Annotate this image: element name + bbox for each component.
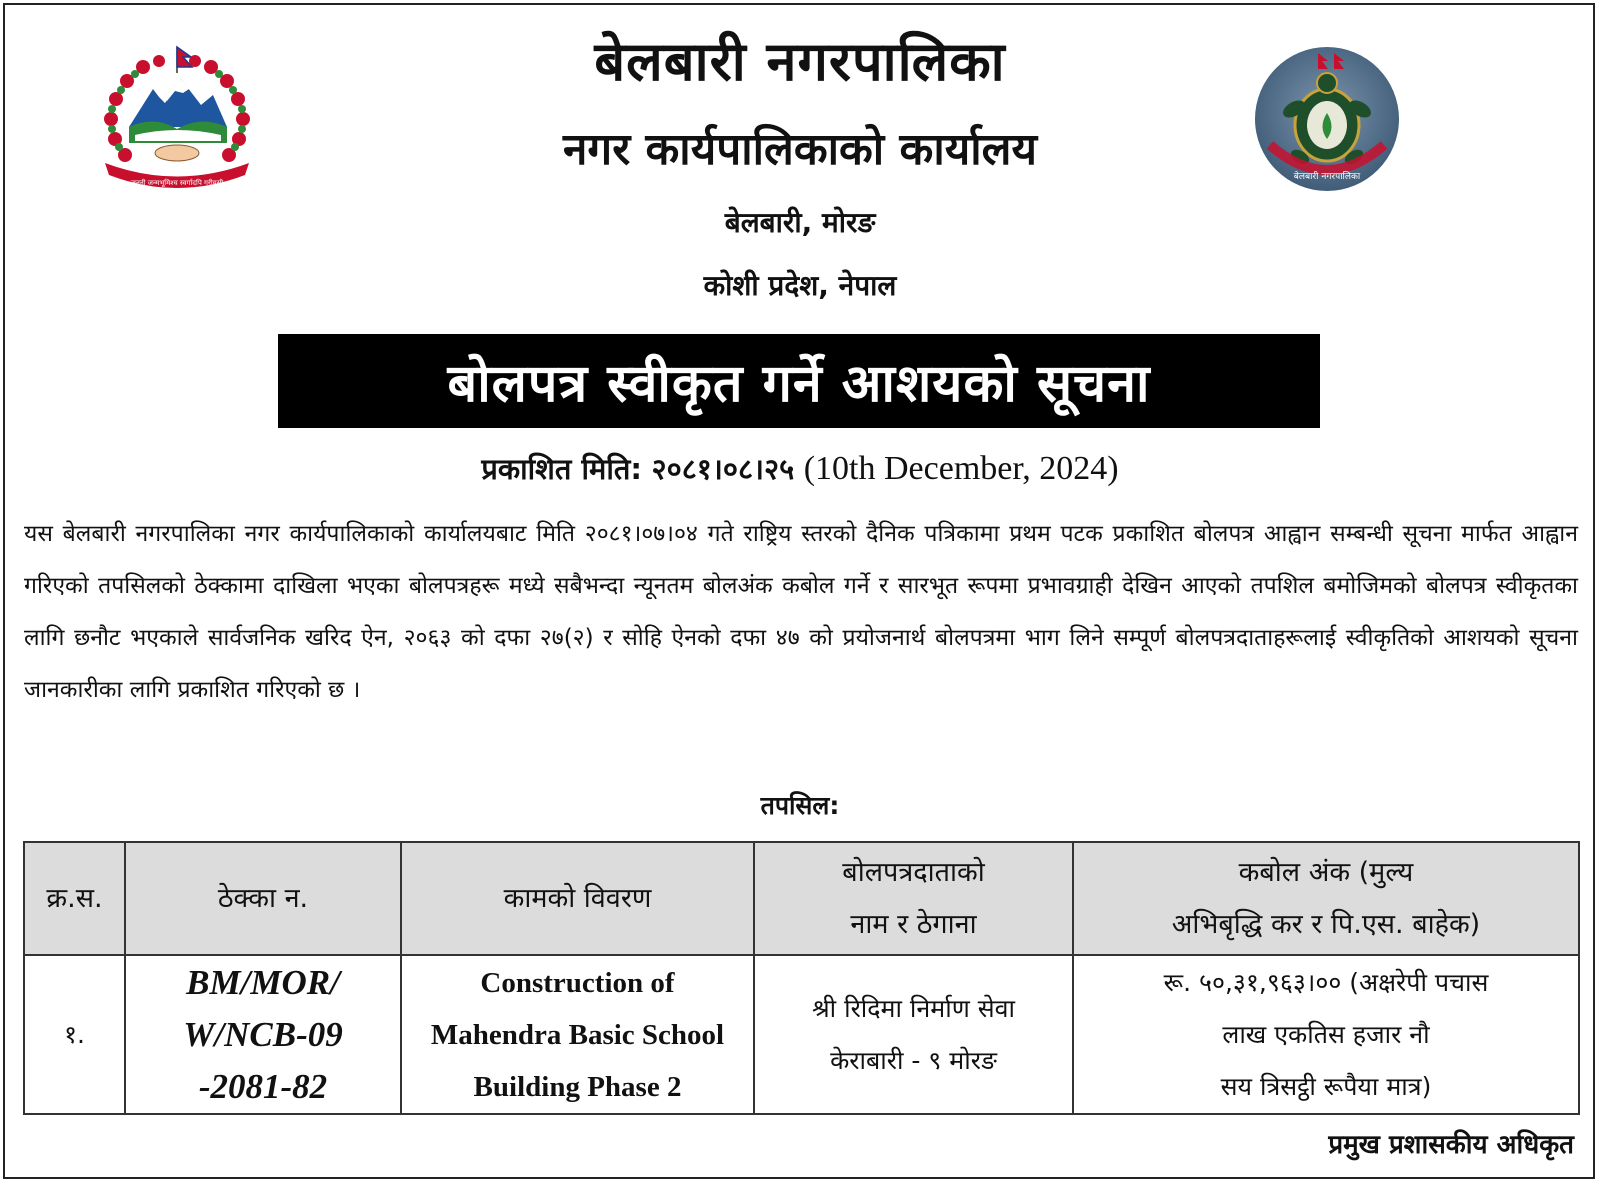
cell-bidder: श्री रिदिमा निर्माण सेवा केराबारी - ९ मोरङ	[754, 955, 1073, 1114]
publication-date	[0, 449, 1600, 488]
bid-details-table	[23, 841, 1580, 1115]
header-work: कामको विवरण	[401, 842, 754, 955]
published-date-np: २०८१।०८।२५	[651, 452, 795, 486]
published-label: प्रकाशित मिति:	[481, 452, 642, 486]
header-amount: कबोल अंक (मुल्य अभिबृद्धि कर र पि.एस. बाहेक)	[1073, 842, 1579, 955]
office-province: कोशी प्रदेश, नेपाल	[703, 269, 897, 302]
cell-work-description: Construction of Mahendra Basic School Building Phase 2	[401, 955, 754, 1114]
notice-title: बोलपत्र स्वीकृत गर्ने आशयको सूचना	[447, 353, 1151, 414]
published-date-en: (10th December, 2024)	[803, 450, 1119, 487]
emblem-motto: जननी जन्मभूमिश्च स्वर्गादपि गरीयसी	[130, 179, 224, 187]
cell-contract-no: BM/MOR/ W/NCB-09 -2081-82	[125, 955, 401, 1114]
header-contract-no: ठेक्का न.	[125, 842, 401, 955]
notice-body: यस बेलबारी नगरपालिका नगर कार्यपालिकाको कार्यालयबाट मिति २०८१।०७।०४ गते राष्ट्रिय स्तरको दैनिक पत्रिकामा प्रथम पटक प्रकाशित बोलपत्र आह्वान सम्बन्धी सूचना मार्फत आह्वान गरिएको तपसिलको ठेक्कामा दाखिला भएका बोलपत्रहरू मध्ये सबैभन्दा न्यूनतम बोलअंक कबोल गर्ने र सारभूत रूपमा प्रभावग्राही देखिन आएको तपशिल बमोजिमको बोलपत्र स्वीकृतका लागि छनौट भएकाले सार्वजनिक खरिद ऐन, २०६३ को दफा २७(२) र सोहि ऐनको दफा ४७ को प्रयोजनार्थ बोलपत्रमा भाग लिने सम्पूर्ण बोलपत्रदाताहरूलाई स्वीकृतिको आशयको सूचना जानकारीका लागि प्रकाशित गरिएको छ ।	[24, 521, 1578, 703]
cell-amount: रू. ५०,३१,९६३।०० (अक्षरेपी पचास लाख एकतिस हजार नौ सय त्रिसट्ठी रूपैया मात्र)	[1073, 955, 1579, 1114]
header-sn: क्र.स.	[24, 842, 125, 955]
table-header-row	[24, 842, 1579, 955]
office-name: नगर कार्यपालिकाको कार्यालय	[563, 124, 1037, 175]
signature-title: प्रमुख प्रशासकीय अधिकृत	[1328, 1130, 1574, 1160]
cell-sn: १.	[24, 955, 125, 1114]
office-location: बेलबारी, मोरङ	[724, 206, 876, 239]
details-label: तपसिल:	[760, 791, 840, 820]
seal-text: बेलबारी नगरपालिका	[1293, 172, 1361, 182]
header-bidder: बोलपत्रदाताको नाम र ठेगाना	[754, 842, 1073, 955]
municipality-name: बेलबारी नगरपालिका	[594, 30, 1006, 93]
table-row	[24, 955, 1579, 1114]
notice-title-banner	[278, 334, 1320, 428]
